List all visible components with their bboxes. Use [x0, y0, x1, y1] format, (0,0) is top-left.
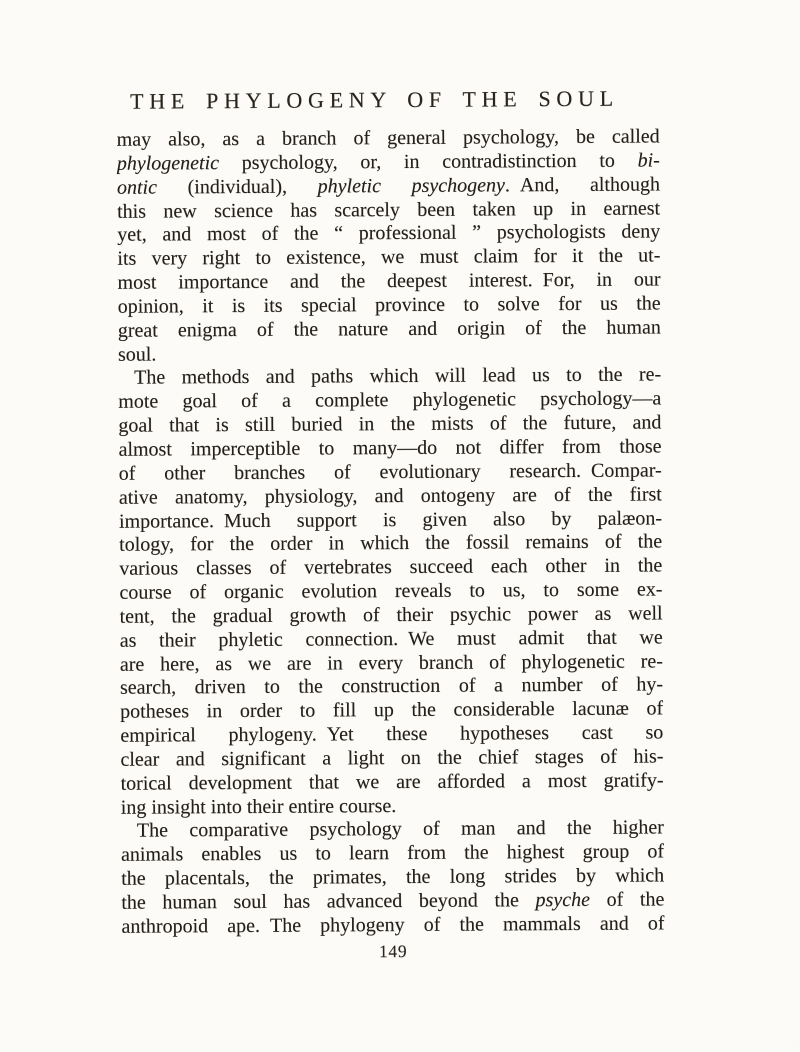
- paragraph: [121, 817, 665, 940]
- text-segment: great enigma of the nature and origin of the human: [117, 316, 661, 342]
- text-line: [117, 245, 660, 272]
- text-segment: The methods and paths which will lead us to the re-: [134, 363, 662, 390]
- text-segment: (individual),: [156, 175, 318, 199]
- text-segment: . And, although: [504, 173, 660, 197]
- text-segment: soul.: [117, 343, 157, 366]
- text-line: [118, 435, 661, 462]
- text-segment: this new science has scarcely been taken up in earnest: [117, 196, 661, 223]
- text-segment: are here, as we are in every branch of phylogenetic re-: [119, 649, 663, 676]
- text-segment: various classes of vertebrates succeed each other in the: [119, 554, 663, 580]
- page-heading: THE PHYLOGENY OF THE SOUL: [129, 85, 619, 114]
- text-line: [121, 817, 664, 844]
- page-body: [117, 125, 665, 939]
- text-line: [117, 173, 660, 200]
- italic-text-segment: psyche: [535, 888, 590, 912]
- text-segment: psychology, or, in contradistinction to: [218, 149, 638, 174]
- text-line: [119, 578, 662, 605]
- text-segment: torical development that we are afforded a most gratify-: [120, 769, 664, 795]
- text-segment: importance. Much support is given also by palæon-: [118, 506, 663, 533]
- text-segment: course of organic evolution reveals to us, to some ex-: [119, 578, 663, 604]
- text-segment: as their phyletic connection. We must admit that we: [119, 626, 663, 652]
- text-line: [118, 412, 661, 439]
- text-line: [119, 459, 662, 486]
- text-segment: the human soul has advanced beyond the: [121, 889, 536, 914]
- text-line: [120, 650, 663, 677]
- text-segment: of other branches of evolutionary research. Compar-: [118, 459, 662, 485]
- text-segment: animals enables us to learn from the highest group of: [120, 840, 665, 867]
- page-number: 149: [378, 940, 408, 962]
- text-line: [117, 149, 660, 176]
- text-line: [121, 793, 664, 820]
- text-line: [121, 841, 664, 868]
- text-line: [121, 888, 664, 915]
- text-line: [119, 555, 662, 582]
- text-line: [121, 912, 664, 939]
- italic-text-segment: bi-: [637, 149, 660, 172]
- text-segment: mote goal of a complete phylogenetic psychology—a: [118, 387, 662, 413]
- text-segment: search, driven to the construction of a number of hy-: [119, 673, 664, 700]
- italic-text-segment: ontic: [116, 176, 157, 199]
- text-segment: most importance and the deepest interest. For, in our: [117, 268, 661, 294]
- text-line: [121, 769, 664, 796]
- text-line: [117, 268, 660, 295]
- text-segment: ative anatomy, physiology, and ontogeny are of the first: [118, 483, 662, 509]
- text-line: [120, 698, 663, 725]
- text-segment: of the: [589, 888, 665, 911]
- text-segment: clear and significant a light on the chief stages of his-: [120, 745, 664, 771]
- paragraph: [117, 125, 661, 367]
- text-line: [121, 865, 664, 892]
- text-line: [118, 316, 661, 343]
- text-segment: yet, and most of the “ professional ” psychologists deny: [117, 220, 661, 247]
- text-segment: almost imperceptible to many—do not differ from those: [118, 435, 662, 461]
- text-segment: tent, the gradual growth of their psychic power as well: [119, 602, 663, 628]
- text-line: [117, 221, 660, 248]
- text-segment: opinion, it is its special province to solve for us the: [117, 292, 661, 318]
- text-line: [120, 721, 663, 748]
- italic-text-segment: phyletic psychogeny: [317, 174, 505, 198]
- text-segment: empirical phylogeny. Yet these hypotheses cast so: [120, 721, 664, 747]
- text-segment: tology, for the order in which the fossil remains of the: [119, 530, 663, 557]
- text-line: [119, 602, 662, 629]
- text-line: [120, 626, 663, 653]
- text-segment: may also, as a branch of general psychology, be called: [116, 125, 660, 151]
- text-segment: the placentals, the primates, the long strides by which: [121, 864, 665, 890]
- text-line: [118, 340, 661, 367]
- text-line: [120, 674, 663, 701]
- text-line: [119, 507, 662, 534]
- paragraph: [118, 364, 664, 820]
- text-line: [117, 125, 660, 152]
- text-segment: goal that is still buried in the mists of the future, and: [118, 411, 662, 437]
- text-line: [119, 483, 662, 510]
- text-segment: potheses in order to fill up the considerable lacunæ of: [120, 697, 664, 723]
- text-line: [118, 364, 661, 391]
- text-segment: The comparative psychology of man and the higher: [136, 816, 664, 843]
- text-line: [118, 388, 661, 415]
- text-segment: ing insight into their entire course.: [120, 794, 397, 819]
- text-segment: its very right to existence, we must claim for it the ut-: [117, 244, 661, 270]
- text-segment: anthropoid ape. The phylogeny of the mammals and of: [121, 912, 665, 938]
- text-line: [118, 292, 661, 319]
- text-line: [117, 197, 660, 224]
- text-line: [119, 531, 662, 558]
- text-line: [120, 745, 663, 772]
- italic-text-segment: phylogenetic: [116, 151, 220, 175]
